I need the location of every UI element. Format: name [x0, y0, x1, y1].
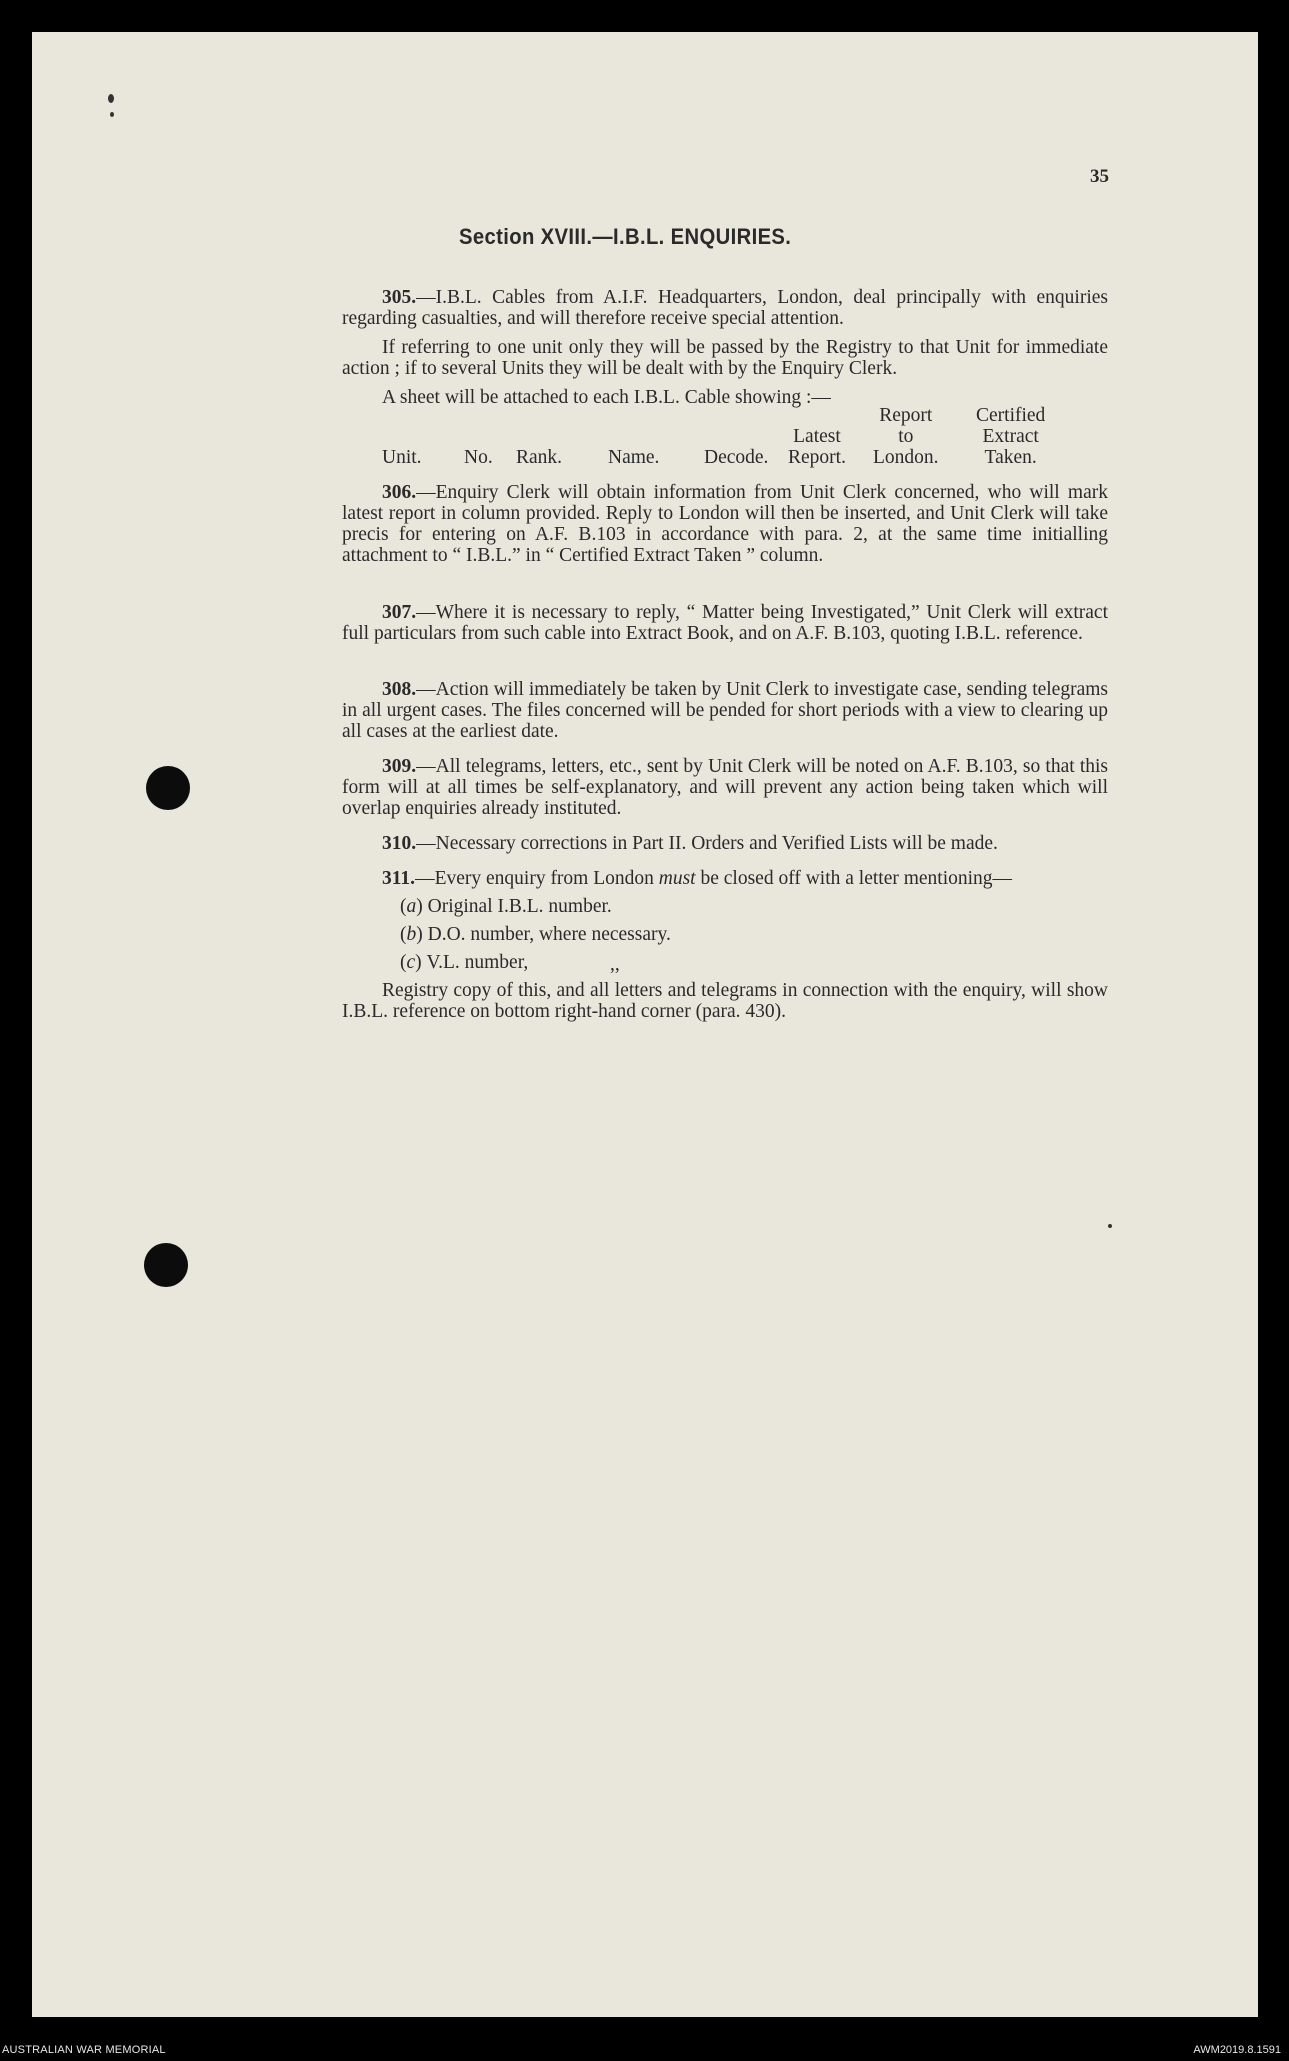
list-item-a: (a) Original I.B.L. number. — [400, 896, 612, 917]
paragraph-text: —Where it is necessary to reply, “ Matter being Investigated,” Unit Clerk will extract full particulars from such cable into Extract Book, and on A.F. B.103, quoting I.B.L. reference. — [342, 602, 1108, 644]
column-report-to-london: Report to London. — [873, 405, 939, 468]
list-item-b: (b) D.O. number, where necessary. — [400, 924, 671, 945]
list-item-c: (c) V.L. number, ,, — [400, 952, 620, 975]
paragraph-text: If referring to one unit only they will be passed by the Registry to that Unit for immediate action ; if to several Units they will be dealt with by the Enquiry Clerk. — [342, 337, 1108, 379]
paragraph-310 — [342, 833, 1108, 854]
paragraph-number: 305. — [382, 287, 417, 308]
paragraph-text: —Necessary corrections in Part II. Orders and Verified Lists will be made. — [416, 833, 998, 854]
paragraph-305-units — [342, 337, 1108, 379]
footer-accession-number: AWM2019.8.1591 — [1193, 2044, 1281, 2056]
column-unit: Unit. — [382, 447, 422, 468]
column-certified-extract-taken: Certified Extract Taken. — [976, 405, 1046, 468]
paragraph-text: —Action will immediately be taken by Unit Clerk to investigate case, sending telegrams in all urgent cases. The files concerned will be pended for short periods with a view to clearing up all cases at the earliest date. — [342, 679, 1108, 742]
ditto-mark: ,, — [610, 954, 620, 975]
paragraph-number: 309. — [382, 756, 417, 777]
footer-credit: AUSTRALIAN WAR MEMORIAL — [2, 2044, 166, 2056]
paragraph-309 — [342, 756, 1108, 819]
paragraph-311 — [342, 868, 1108, 889]
paragraph-text: —All telegrams, letters, etc., sent by Unit Clerk will be noted on A.F. B.103, so that this form will at all times be self-explanatory, and will prevent any action being taken which will overlap enquiries already instituted. — [342, 756, 1108, 819]
paragraph-311-closing — [342, 980, 1108, 1022]
paper-speck — [1108, 1224, 1112, 1228]
paragraph-text: —Every enquiry from London — [415, 868, 659, 889]
paragraph-307 — [342, 602, 1108, 644]
paper-speck — [110, 112, 114, 117]
document-page — [32, 32, 1258, 2017]
page-number: 35 — [1090, 166, 1109, 187]
paragraph-text: —Enquiry Clerk will obtain information from Unit Clerk concerned, who will mark latest report in column provided. Reply to London will then be inserted, and Unit Clerk will take precis for entering on A.F. B.103 in accordance with para. 2, at the same time initialling attachment to “ I.B.L.” in “ Certified Extract Taken ” column. — [342, 482, 1108, 566]
paragraph-number: 306. — [382, 482, 417, 503]
paragraph-308 — [342, 679, 1108, 742]
column-name: Name. — [608, 447, 660, 468]
paragraph-number: 307. — [382, 602, 417, 623]
column-rank: Rank. — [516, 447, 563, 468]
paragraph-text: Registry copy of this, and all letters and telegrams in connection with the enquiry, will show I.B.L. reference on bottom right-hand corner (para. 430). — [342, 980, 1108, 1022]
paragraph-text: —I.B.L. Cables from A.I.F. Headquarters, London, deal principally with enquiries regarding casualties, and will therefore receive special attention. — [342, 287, 1108, 329]
section-title: Section XVIII.—I.B.L. ENQUIRIES. — [458, 224, 792, 249]
punch-hole-upper — [146, 766, 190, 810]
paragraph-number: 310. — [382, 833, 417, 854]
column-latest-report: Latest Report. — [788, 426, 846, 468]
paragraph-number: 308. — [382, 679, 417, 700]
emphasis-text: must — [658, 868, 696, 889]
column-no: No. — [464, 447, 493, 468]
column-decode: Decode. — [704, 447, 769, 468]
paragraph-305 — [342, 287, 1108, 329]
paragraph-306 — [342, 482, 1108, 566]
paragraph-number: 311. — [382, 868, 416, 889]
paragraph-text: A sheet will be attached to each I.B.L. Cable showing :— — [382, 387, 831, 408]
paper-speck — [108, 94, 114, 103]
paragraph-text: be closed off with a letter mentioning— — [695, 868, 1013, 889]
punch-hole-lower — [144, 1243, 188, 1287]
